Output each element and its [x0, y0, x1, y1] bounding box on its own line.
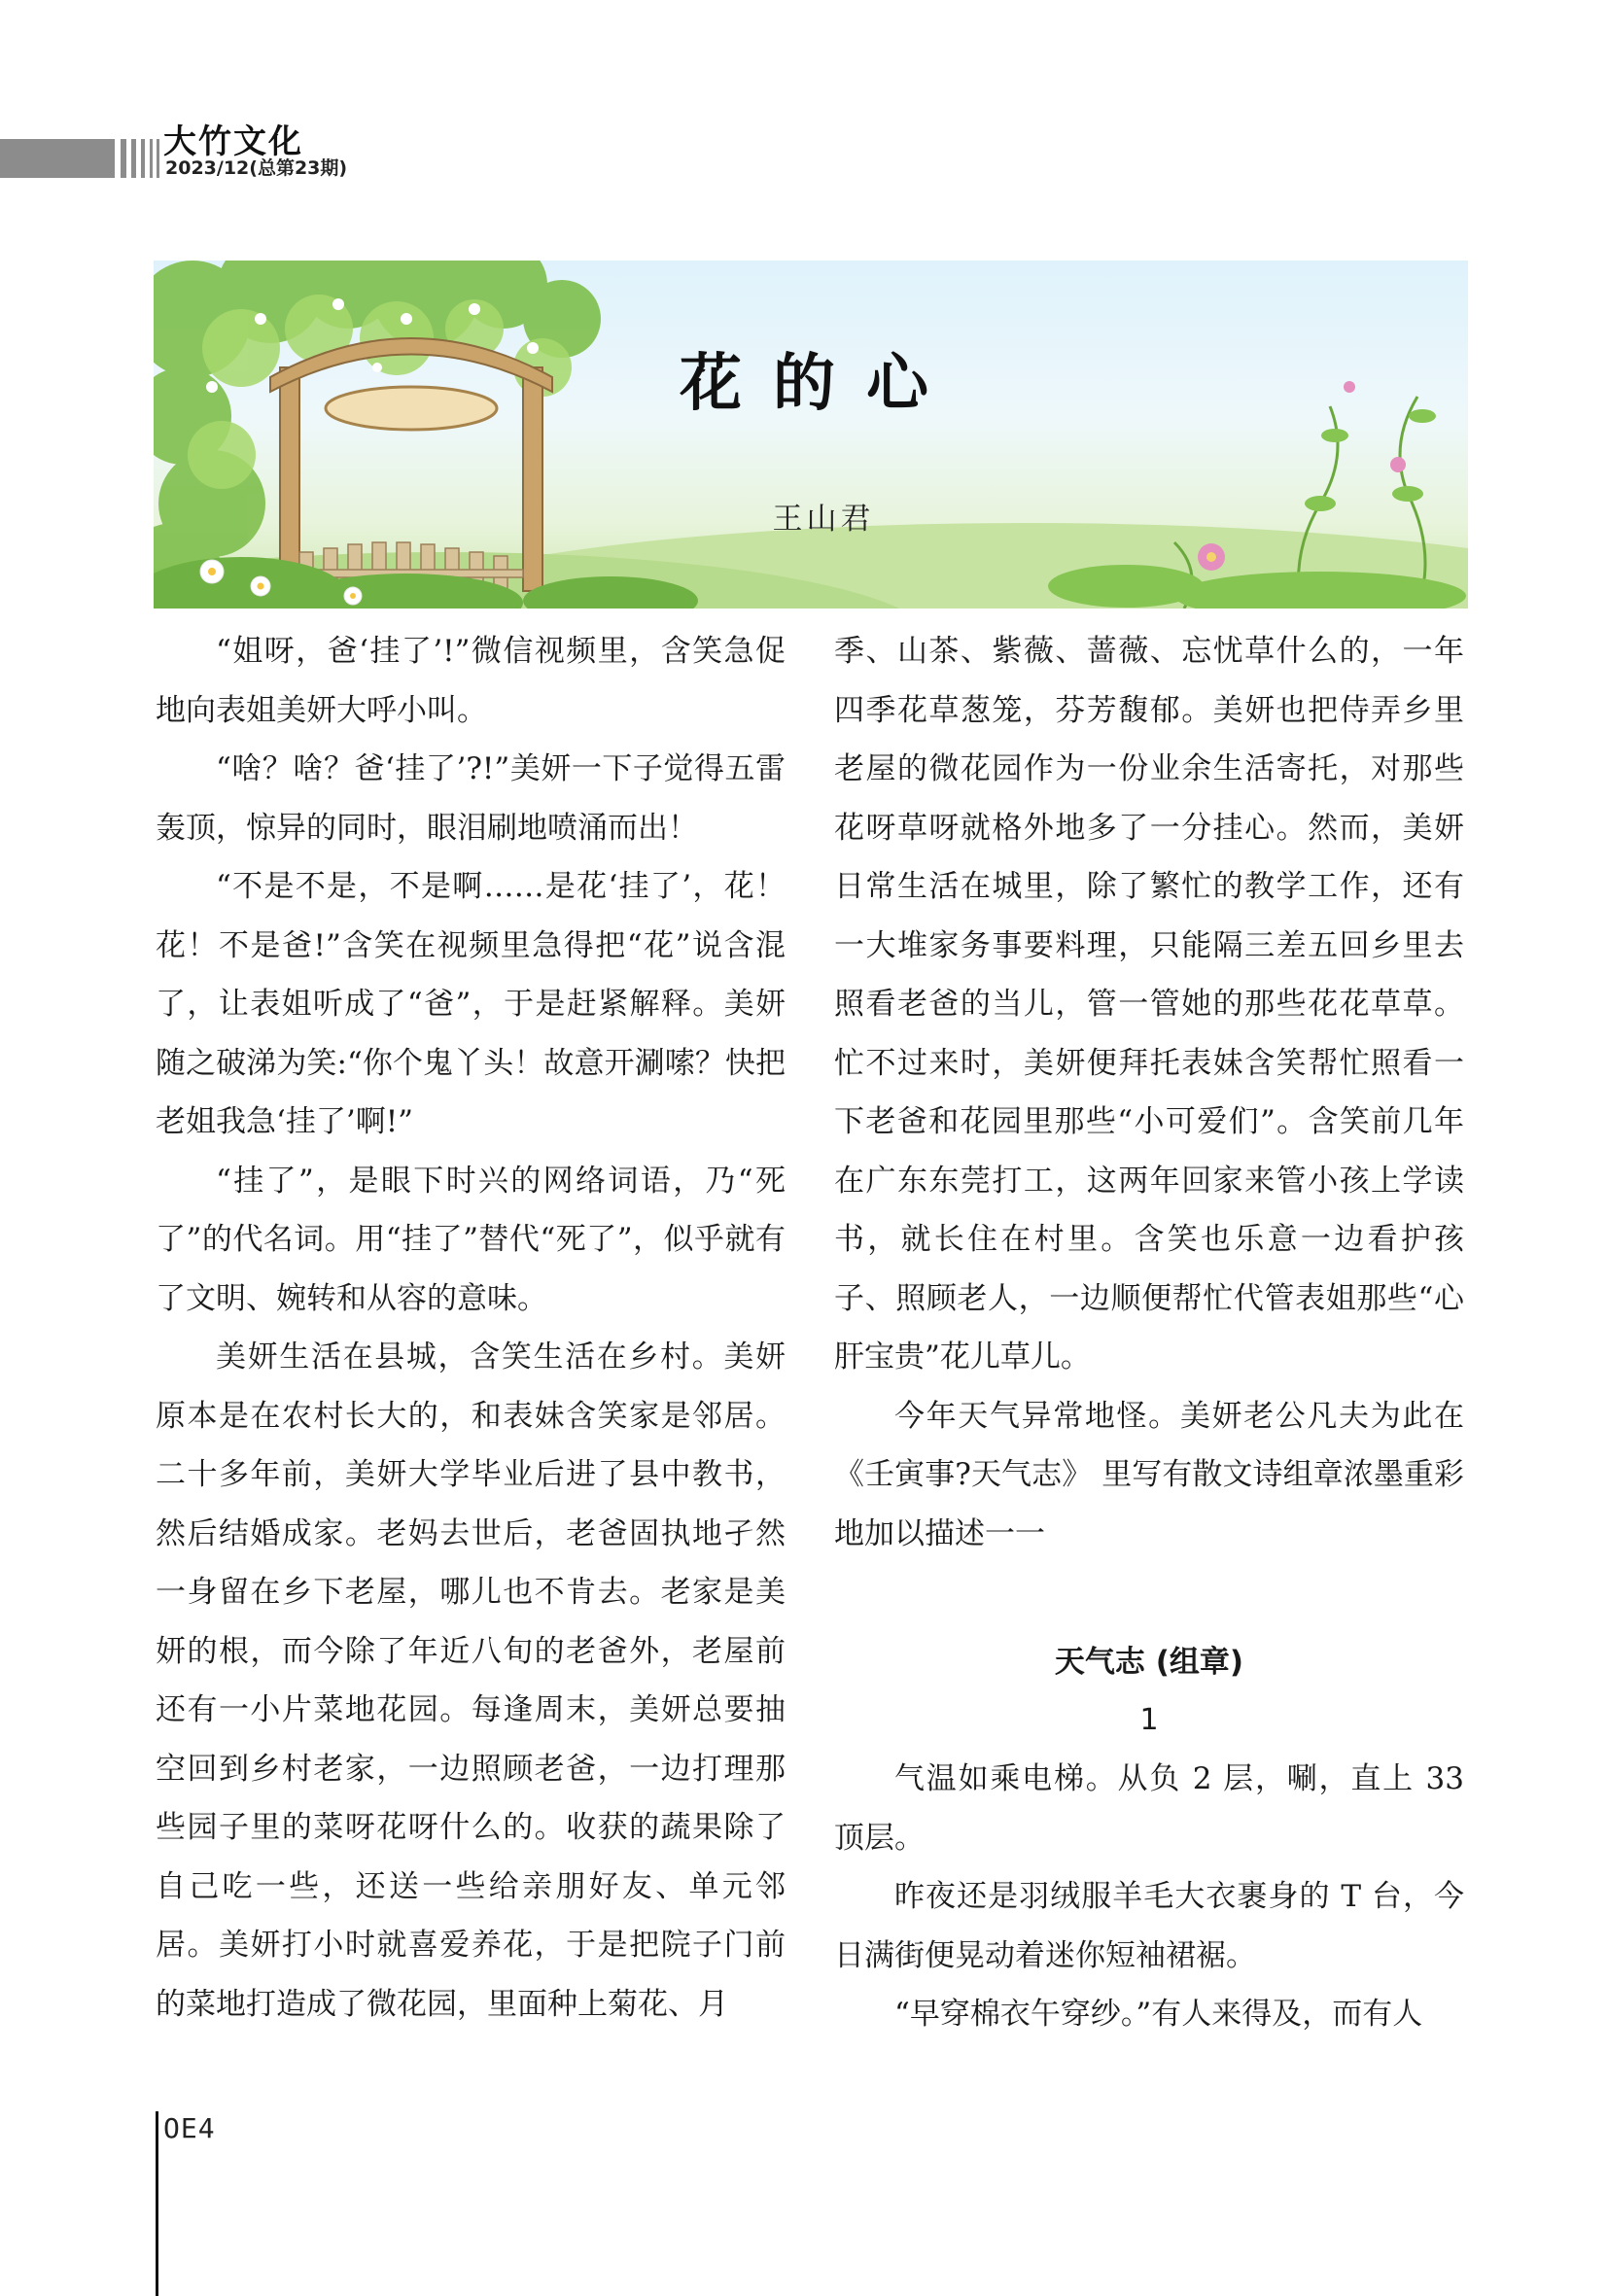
header-decorative-bars [0, 139, 163, 178]
paragraph: “早穿棉衣午穿纱。”有人来得及，而有人 [894, 1997, 1423, 2032]
left-column [156, 622, 786, 2034]
paragraph: “不是不是，不是啊……是花‘挂了’，花！花！不是爸!”含笑在视频里急得把“花”说含混了，让表姐听成了“爸”，于是赶紧解释。美妍随之破涕为笑:“你个鬼丫头！故意开涮嗦？快把老姐我急‘挂了’啊!” [156, 869, 786, 1139]
paragraph: “挂了”，是眼下时兴的网络词语，乃“死了”的代名词。用“挂了”替代“死了”，似乎就有了文明、婉转和从容的意味。 [156, 1163, 786, 1316]
paragraph: 美妍生活在县城，含笑生活在乡村。美妍原本是在农村长大的，和表妹含笑家是邻居。二十多年前，美妍大学毕业后进了县中教书，然后结婚成家。老妈去世后，老爸固执地孑然一身留在乡下老屋，哪儿也不肯去。老家是美妍的根，而今除了年近八旬的老爸外，老屋前还有一小片菜地花园。每逢周末，美妍总要抽空回到乡村老家，一边照顾老爸，一边打理那些园子里的菜呀花呀什么的。收获的蔬果除了自己吃一些，还送一些给亲朋好友、单元邻居。美妍打小时就喜爱养花，于是把院子门前的菜地打造成了微花园，里面种上菊花、月 [156, 1339, 786, 2022]
paragraph: 今年天气异常地怪。美妍老公凡夫为此在《壬寅事?天气志》 里写有散文诗组章浓墨重彩地加以描述一一 [834, 1398, 1464, 1551]
paragraph-continued: 季、山茶、紫薇、蔷薇、忘忧草什么的，一年四季花草葱笼，芬芳馥郁。美妍也把侍弄乡里老屋的微花园作为一份业余生活寄托，对那些花呀草呀就格外地多了一分挂心。然而，美妍日常生活在城里，除了繁忙的教学工作，还有一大堆家务事要料理，只能隔三差五回乡里去照看老爸的当儿，管一管她的那些花花草草。忙不过来时，美妍便拜托表妹含笑帮忙照看一下老爸和花园里那些“小可爱们”。含笑前几年在广东东莞打工，这两年回家来管小孩上学读书，就长住在村里。含笑也乐意一边看护孩子、照顾老人，一边顺便帮忙代管表姐那些“心肝宝贵”花儿草儿。 [834, 634, 1464, 1374]
section-title: 天气志 (组章) [1054, 1645, 1244, 1680]
right-column [834, 622, 1464, 2044]
garden-illustration [154, 261, 1468, 609]
article-author: 王山君 [772, 502, 875, 537]
issue-label: 2023/12(总第23期) [165, 157, 348, 179]
page-number: OE4 [163, 2112, 216, 2144]
footer-rule [156, 2111, 158, 2296]
article-title: 花的心 [680, 348, 960, 420]
title-banner [154, 261, 1468, 609]
paragraph: “啥？啥？爸‘挂了’?!”美妍一下子觉得五雷轰顶，惊异的同时，眼泪刷地喷涌而出！ [156, 751, 786, 846]
paragraph: 昨夜还是羽绒服羊毛大衣裹身的 T 台，今日满街便晃动着迷你短袖裙裾。 [834, 1879, 1464, 1973]
magazine-logo: 大竹文化 [163, 122, 303, 161]
section-number: 1 [1139, 1703, 1159, 1737]
paragraph: “姐呀，爸‘挂了’!”微信视频里，含笑急促地向表姐美妍大呼小叫。 [156, 634, 786, 728]
paragraph: 气温如乘电梯。从负 2 层，唰，直上 33 顶层。 [834, 1761, 1464, 1856]
